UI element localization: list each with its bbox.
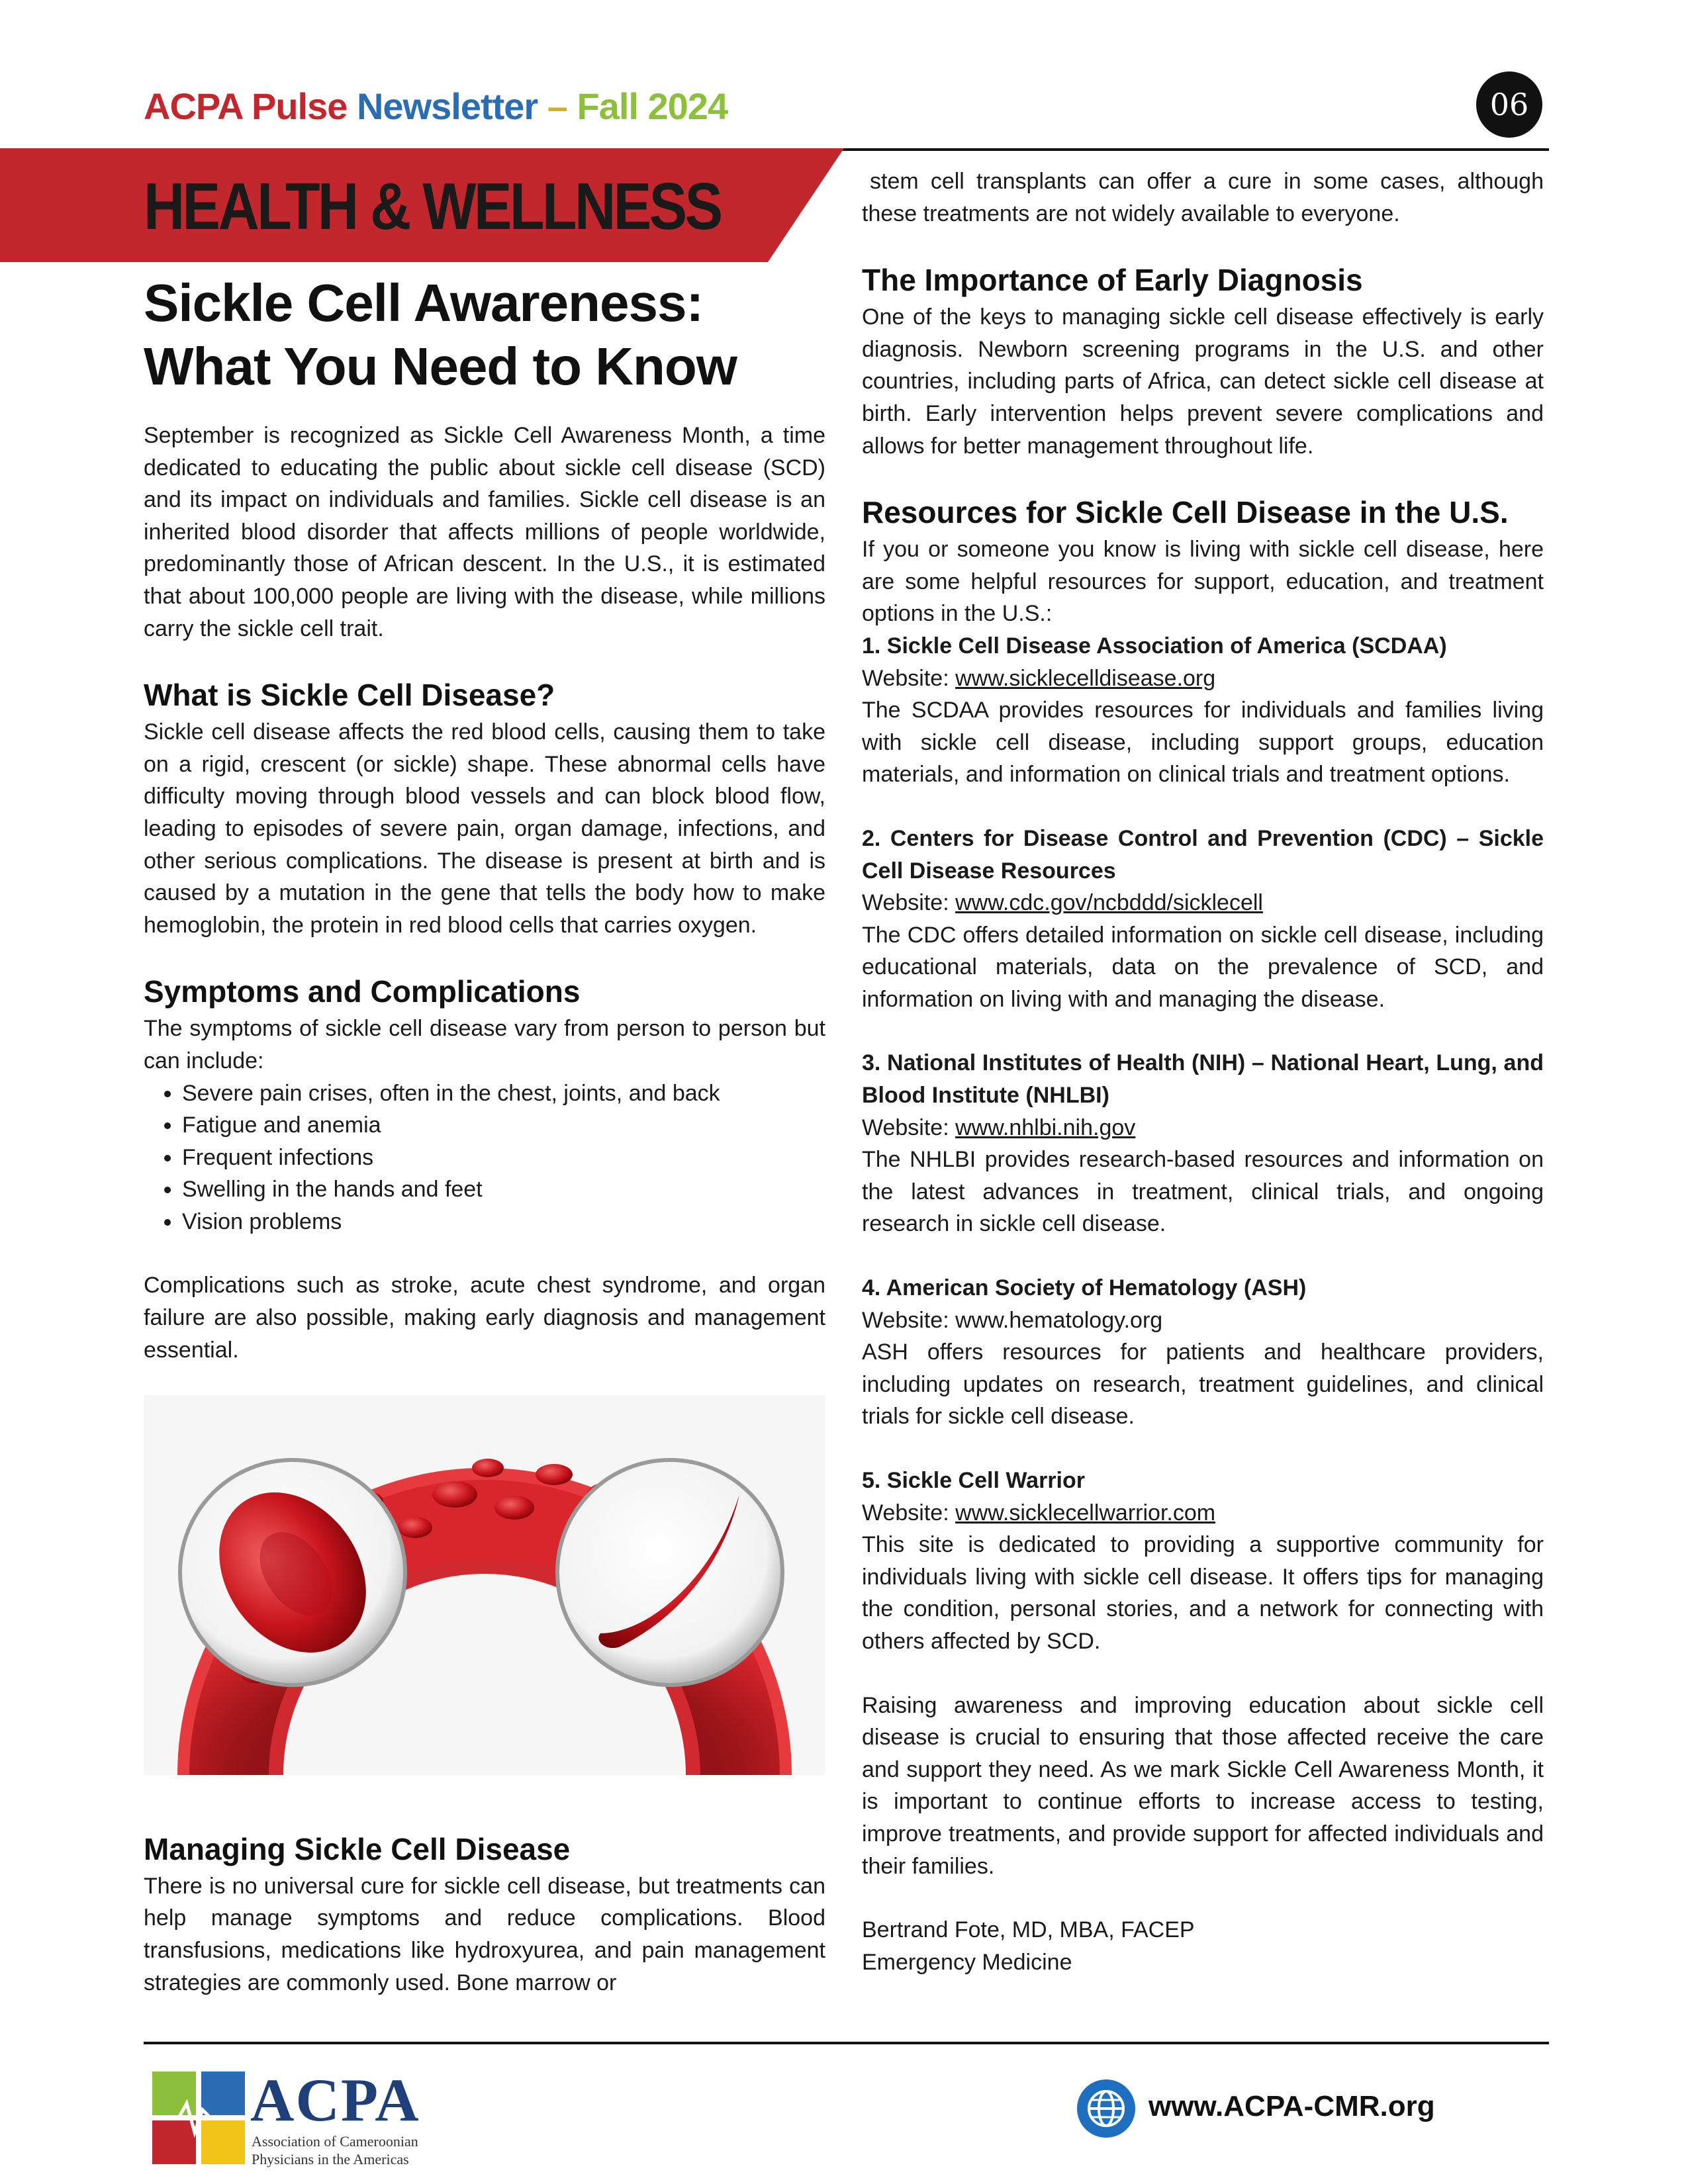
- masthead-issue: Fall 2024: [577, 85, 728, 127]
- resource-item: [862, 1465, 1544, 1658]
- header-rule: [841, 148, 1549, 151]
- website-label: Website:: [862, 1307, 949, 1333]
- closing-paragraph: Raising awareness and improving education about sickle cell disease is crucial to ensuring that those affected receive the care and support they need. As we mark Sickle Cell Awareness Month, it is important to continue efforts to increase access to testing, improve treatments, and provide support for affected individuals and their families.: [862, 1692, 1544, 1879]
- resource-item: [862, 630, 1544, 791]
- resource-title: 1. Sickle Cell Disease Association of America (SCDAA): [862, 633, 1447, 659]
- right-column: [862, 165, 1544, 1978]
- masthead-acpa-pulse: ACPA Pulse: [144, 85, 348, 127]
- article-title-line1: Sickle Cell Awareness:: [144, 273, 704, 332]
- logo-square-red: [152, 2120, 196, 2164]
- resource-title: 3. National Institutes of Health (NIH) – National Heart, Lung, and Blood Institute (NHLBI): [862, 1050, 1544, 1109]
- logo-subtitle-line2: Physicians in the Americas: [252, 2151, 409, 2167]
- symptom-item: • Severe pain crises, often in the chest, joints, and back: [182, 1077, 825, 1110]
- vessel-cell: [494, 1496, 534, 1520]
- symptom-item: • Fatigue and anemia: [182, 1109, 825, 1142]
- what-is-paragraph: Sickle cell disease affects the red blood cells, causing them to take on a rigid, crescent (or sickle) shape. These abnormal cells have difficulty moving through blood vessels and can block blood flow, leading to episodes of severe pain, organ damage, infections, and other serious complications. The disease is present at birth and is caused by a mutation in the gene that tells the body how to make hemoglobin, the protein in red blood cells that carries oxygen.: [144, 719, 825, 938]
- resource-website: [862, 1112, 1544, 1144]
- symptoms-heading: Symptoms and Complications: [144, 974, 581, 1009]
- footer-website-link[interactable]: www.ACPA-CMR.org: [1149, 2090, 1435, 2122]
- resource-link[interactable]: www.cdc.gov/ncbddd/sicklecell: [955, 890, 1263, 916]
- resource-description: The SCDAA provides resources for individuals and families living with sickle cell disease, including support groups, education materials, and information on clinical trials and treatment options.: [862, 698, 1544, 788]
- masthead-newsletter: Newsletter: [356, 85, 538, 127]
- resource-description: ASH offers resources for patients and healthcare providers, including updates on research, treatment guidelines, and clinical trials for sickle cell disease.: [862, 1340, 1544, 1430]
- early-diagnosis-heading: The Importance of Early Diagnosis: [862, 263, 1363, 298]
- resource-description: The NHLBI provides research-based resources and information on the latest advances in treatment, clinical trials, and ongoing research in sickle cell disease.: [862, 1147, 1544, 1237]
- resource-website: [862, 662, 1544, 695]
- resource-item: [862, 1047, 1544, 1240]
- vessel-cell: [536, 1464, 573, 1485]
- resource-link[interactable]: www.nhlbi.nih.gov: [955, 1115, 1136, 1140]
- resource-item: [862, 823, 1544, 1016]
- website-label: Website:: [862, 890, 949, 916]
- managing-paragraph: There is no universal cure for sickle cell disease, but treatments can help manage symptoms and reduce complications. Blood transfusions, medications like hydroxyurea, and pain management strategies are commonly used. Bone marrow or: [144, 1873, 825, 1995]
- sickle-cell-illustration: [144, 1395, 825, 1775]
- article-title: [144, 271, 825, 398]
- managing-continued: stem cell transplants can offer a cure in some cases, although these treatments are not widely available to everyone.: [862, 169, 1544, 226]
- what-is-heading: What is Sickle Cell Disease?: [144, 678, 555, 713]
- resource-link[interactable]: www.sicklecelldisease.org: [955, 665, 1216, 691]
- resource-title: 4. American Society of Hematology (ASH): [862, 1275, 1307, 1301]
- resource-title: 2. Centers for Disease Control and Prevention (CDC) – Sickle Cell Disease Resources: [862, 825, 1544, 884]
- resources-heading: Resources for Sickle Cell Disease in the U.S.: [862, 495, 1509, 530]
- resource-item: [862, 1272, 1544, 1433]
- website-label: Website:: [862, 1115, 949, 1140]
- sickle-cell-lens: [557, 1460, 782, 1685]
- complications-paragraph: Complications such as stroke, acute chest syndrome, and organ failure are also possible, making early diagnosis and management essential.: [144, 1273, 825, 1363]
- early-diagnosis-paragraph: One of the keys to managing sickle cell disease effectively is early diagnosis. Newborn screening programs in the U.S. and other countries, including parts of Africa, can detect sickle cell disease at birth. Early intervention helps prevent severe complications and allows for better management throughout life.: [862, 304, 1544, 459]
- author-role: Emergency Medicine: [862, 1949, 1072, 1975]
- page-number-badge: 06: [1476, 71, 1542, 138]
- logo-wordmark: ACPA: [250, 2066, 420, 2134]
- resource-description: The CDC offers detailed information on sickle cell disease, including educational materials, data on the prevalence of SCD, and information on living with and managing the disease.: [862, 922, 1544, 1012]
- intro-paragraph: September is recognized as Sickle Cell Awareness Month, a time dedicated to educating the public about sickle cell disease (SCD) and its impact on individuals and families. Sickle cell disease is an inherited blood disorder that affects millions of people worldwide, predominantly those of African descent. In the U.S., it is estimated that about 100,000 people are living with the disease, while millions carry the sickle cell trait.: [144, 423, 825, 641]
- resource-website: [862, 887, 1544, 919]
- resource-link[interactable]: www.hematology.org: [955, 1307, 1163, 1333]
- logo-square-yellow: [201, 2120, 245, 2164]
- managing-heading: Managing Sickle Cell Disease: [144, 1831, 571, 1866]
- section-title: HEALTH & WELLNESS: [144, 169, 721, 244]
- masthead: [144, 85, 727, 128]
- vessel-cell: [432, 1481, 477, 1508]
- vessel-cell: [472, 1459, 504, 1477]
- masthead-separator: –: [547, 85, 567, 127]
- symptom-item: • Vision problems: [182, 1206, 825, 1238]
- symptoms-intro: The symptoms of sickle cell disease vary from person to person but can include:: [144, 1016, 825, 1073]
- globe-icon: [1076, 2078, 1137, 2139]
- logo-subtitle-line1: Association of Cameroonian: [252, 2133, 418, 2150]
- vessel-cell: [398, 1517, 432, 1538]
- resource-website: [862, 1304, 1544, 1337]
- logo-square-blue: [201, 2071, 245, 2115]
- website-label: Website:: [862, 665, 949, 691]
- left-column: [144, 265, 825, 1999]
- resource-link[interactable]: www.sicklecellwarrior.com: [955, 1500, 1216, 1525]
- resource-description: This site is dedicated to providing a supportive community for individuals living with sickle cell disease. It offers tips for managing the condition, personal stories, and a network for connecting with others affected by SCD.: [862, 1532, 1544, 1654]
- symptoms-list: [144, 1077, 825, 1238]
- website-label: Website:: [862, 1500, 949, 1525]
- resource-title: 5. Sickle Cell Warrior: [862, 1468, 1085, 1493]
- author-name: Bertrand Fote, MD, MBA, FACEP: [862, 1917, 1195, 1943]
- symptom-item: • Swelling in the hands and feet: [182, 1173, 825, 1206]
- resource-website: [862, 1497, 1544, 1529]
- article-title-line2: What You Need to Know: [144, 337, 737, 396]
- symptom-item: • Frequent infections: [182, 1142, 825, 1174]
- footer-rule: [144, 2042, 1549, 2044]
- resources-intro: If you or someone you know is living with sickle cell disease, here are some helpful resources for support, education, and treatment options in the U.S.:: [862, 537, 1544, 627]
